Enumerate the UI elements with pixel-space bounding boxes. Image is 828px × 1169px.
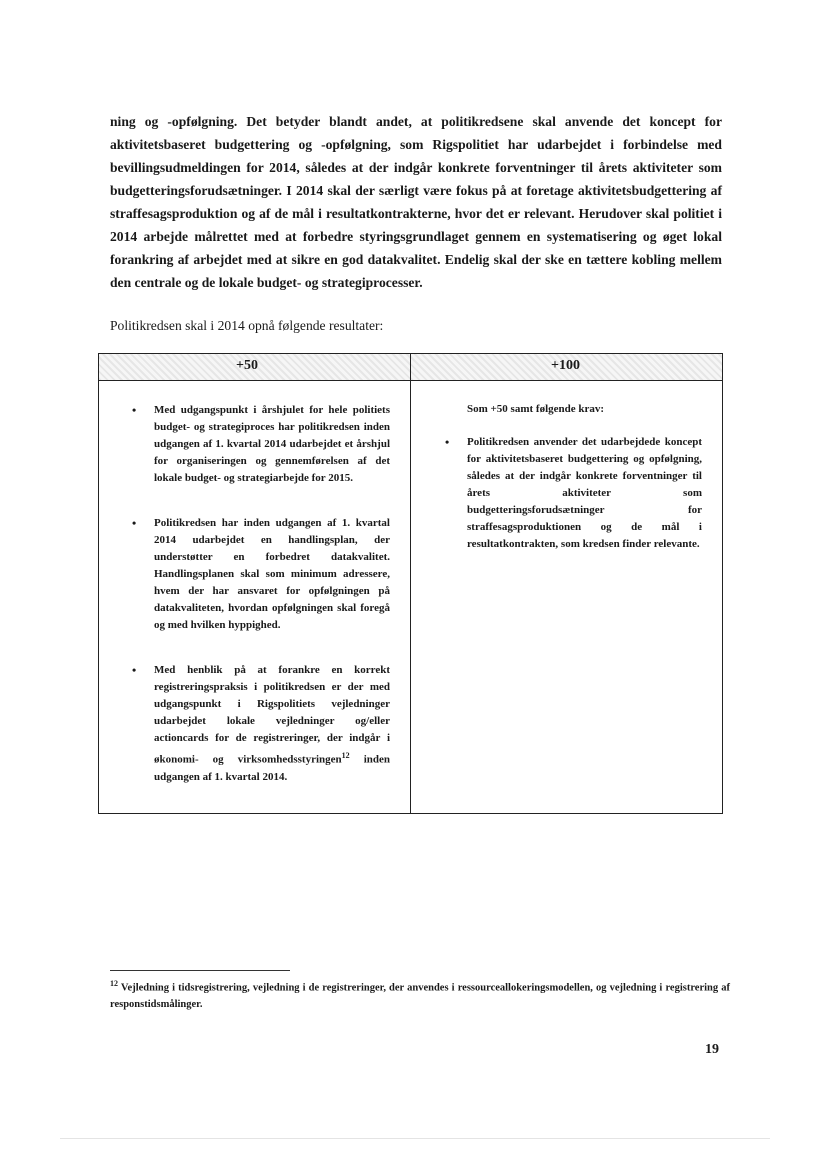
level-100-column — [411, 354, 722, 813]
bullet-text: inden udgangen af 1. kvartal 2014. — [154, 753, 390, 783]
level-50-header-label: +50 — [236, 358, 258, 373]
level-50-bullet-item — [132, 515, 390, 634]
bullet-text: Politikredsen anvender det udarbejdede koncept for aktivitetsbaseret budgettering og opfølgning, således at der indgår konkrete forventninger til årets aktiviteter som budgetteringsforudsætninger for straffesagsproduktionen og de mål i resultatkontrakten, som kredsen finder relevante. — [467, 436, 702, 550]
level-100-header-label: +100 — [551, 358, 580, 373]
footnote-text: Vejledning i tidsregistrering, vejledning i de registreringer, der anvendes i ressourceallokeringsmodellen, og vejledning i registrering af responstidsmålinger. — [110, 982, 730, 1010]
level-50-bullet-list — [132, 402, 390, 814]
results-table — [98, 353, 723, 814]
level-50-column — [99, 354, 411, 813]
level-100-bullet-list — [445, 434, 702, 553]
level-50-bullet-item — [132, 662, 390, 786]
level-100-intro: Som +50 samt følgende krav: — [467, 403, 605, 415]
page-number: 19 — [705, 1042, 719, 1057]
bullet-icon: • — [445, 435, 450, 449]
page-bottom-edge — [60, 1138, 770, 1139]
footnote — [110, 976, 730, 1013]
footnote-reference: 12 — [341, 751, 350, 760]
level-100-bullet-item — [445, 434, 702, 553]
level-50-bullet-item — [132, 402, 390, 487]
level-50-header — [99, 354, 410, 381]
bullet-text: Politikredsen har inden udgangen af 1. kvartal 2014 udarbejdet en handlingsplan, der understøtter en forbedret datakvalitet. Handlingsplanen skal som minimum adressere, hvem der har ansvaret for opfølgningen på datakvaliteten, hvordan opfølgningen skal foregå og med hvilken hyppighed. — [154, 517, 390, 631]
bullet-icon: • — [132, 516, 137, 530]
bullet-text: Med henblik på at forankre en korrekt registreringspraksis i politikredsen er der med udgangspunkt i Rigspolitiets vejledninger udarbejdet lokale vejledninger og/eller actioncards for de registreringer, der indgår i økonomi- og virksomhedsstyringen — [154, 664, 390, 766]
results-lead-line: Politikredsen skal i 2014 opnå følgende resultater: — [110, 318, 384, 333]
footnote-separator — [110, 970, 290, 971]
bullet-icon: • — [132, 663, 137, 677]
level-100-header — [411, 354, 722, 381]
bullet-text: Med udgangspunkt i årshjulet for hele politiets budget- og strategiproces har politikredsen inden udgangen af 1. kvartal 2014 udarbejdet et årshjul for organiseringen og gennemførelsen af det lokale budget- og strategiarbejde for 2015. — [154, 404, 390, 484]
footnote-number: 12 — [110, 979, 118, 988]
bullet-icon: • — [132, 403, 137, 417]
body-paragraph: ning og -opfølgning. Det betyder blandt andet, at politikredsene skal anvende det koncept for aktivitetsbaseret budgettering og -opfølgning, som Rigspolitiet har udarbejdet i forbindelse med bevillingsudmeldingen for 2014, således at der indgår konkrete forventninger til årets aktiviteter som budgetteringsforudsætninger. I 2014 skal der særligt være fokus på at foretage aktivitetsbudgettering af straffesagsproduktion og af de mål i resultatkontrakterne, hvor det er relevant. Herudover skal politiet i 2014 arbejde målrettet med at forbedre styringsgrundlaget gennem en systematisering og øget lokal forankring af arbejdet med at sikre en god datakvalitet. Endelig skal der ske en tættere kobling mellem den centrale og de lokale budget- og strategiprocesser. — [110, 114, 722, 290]
